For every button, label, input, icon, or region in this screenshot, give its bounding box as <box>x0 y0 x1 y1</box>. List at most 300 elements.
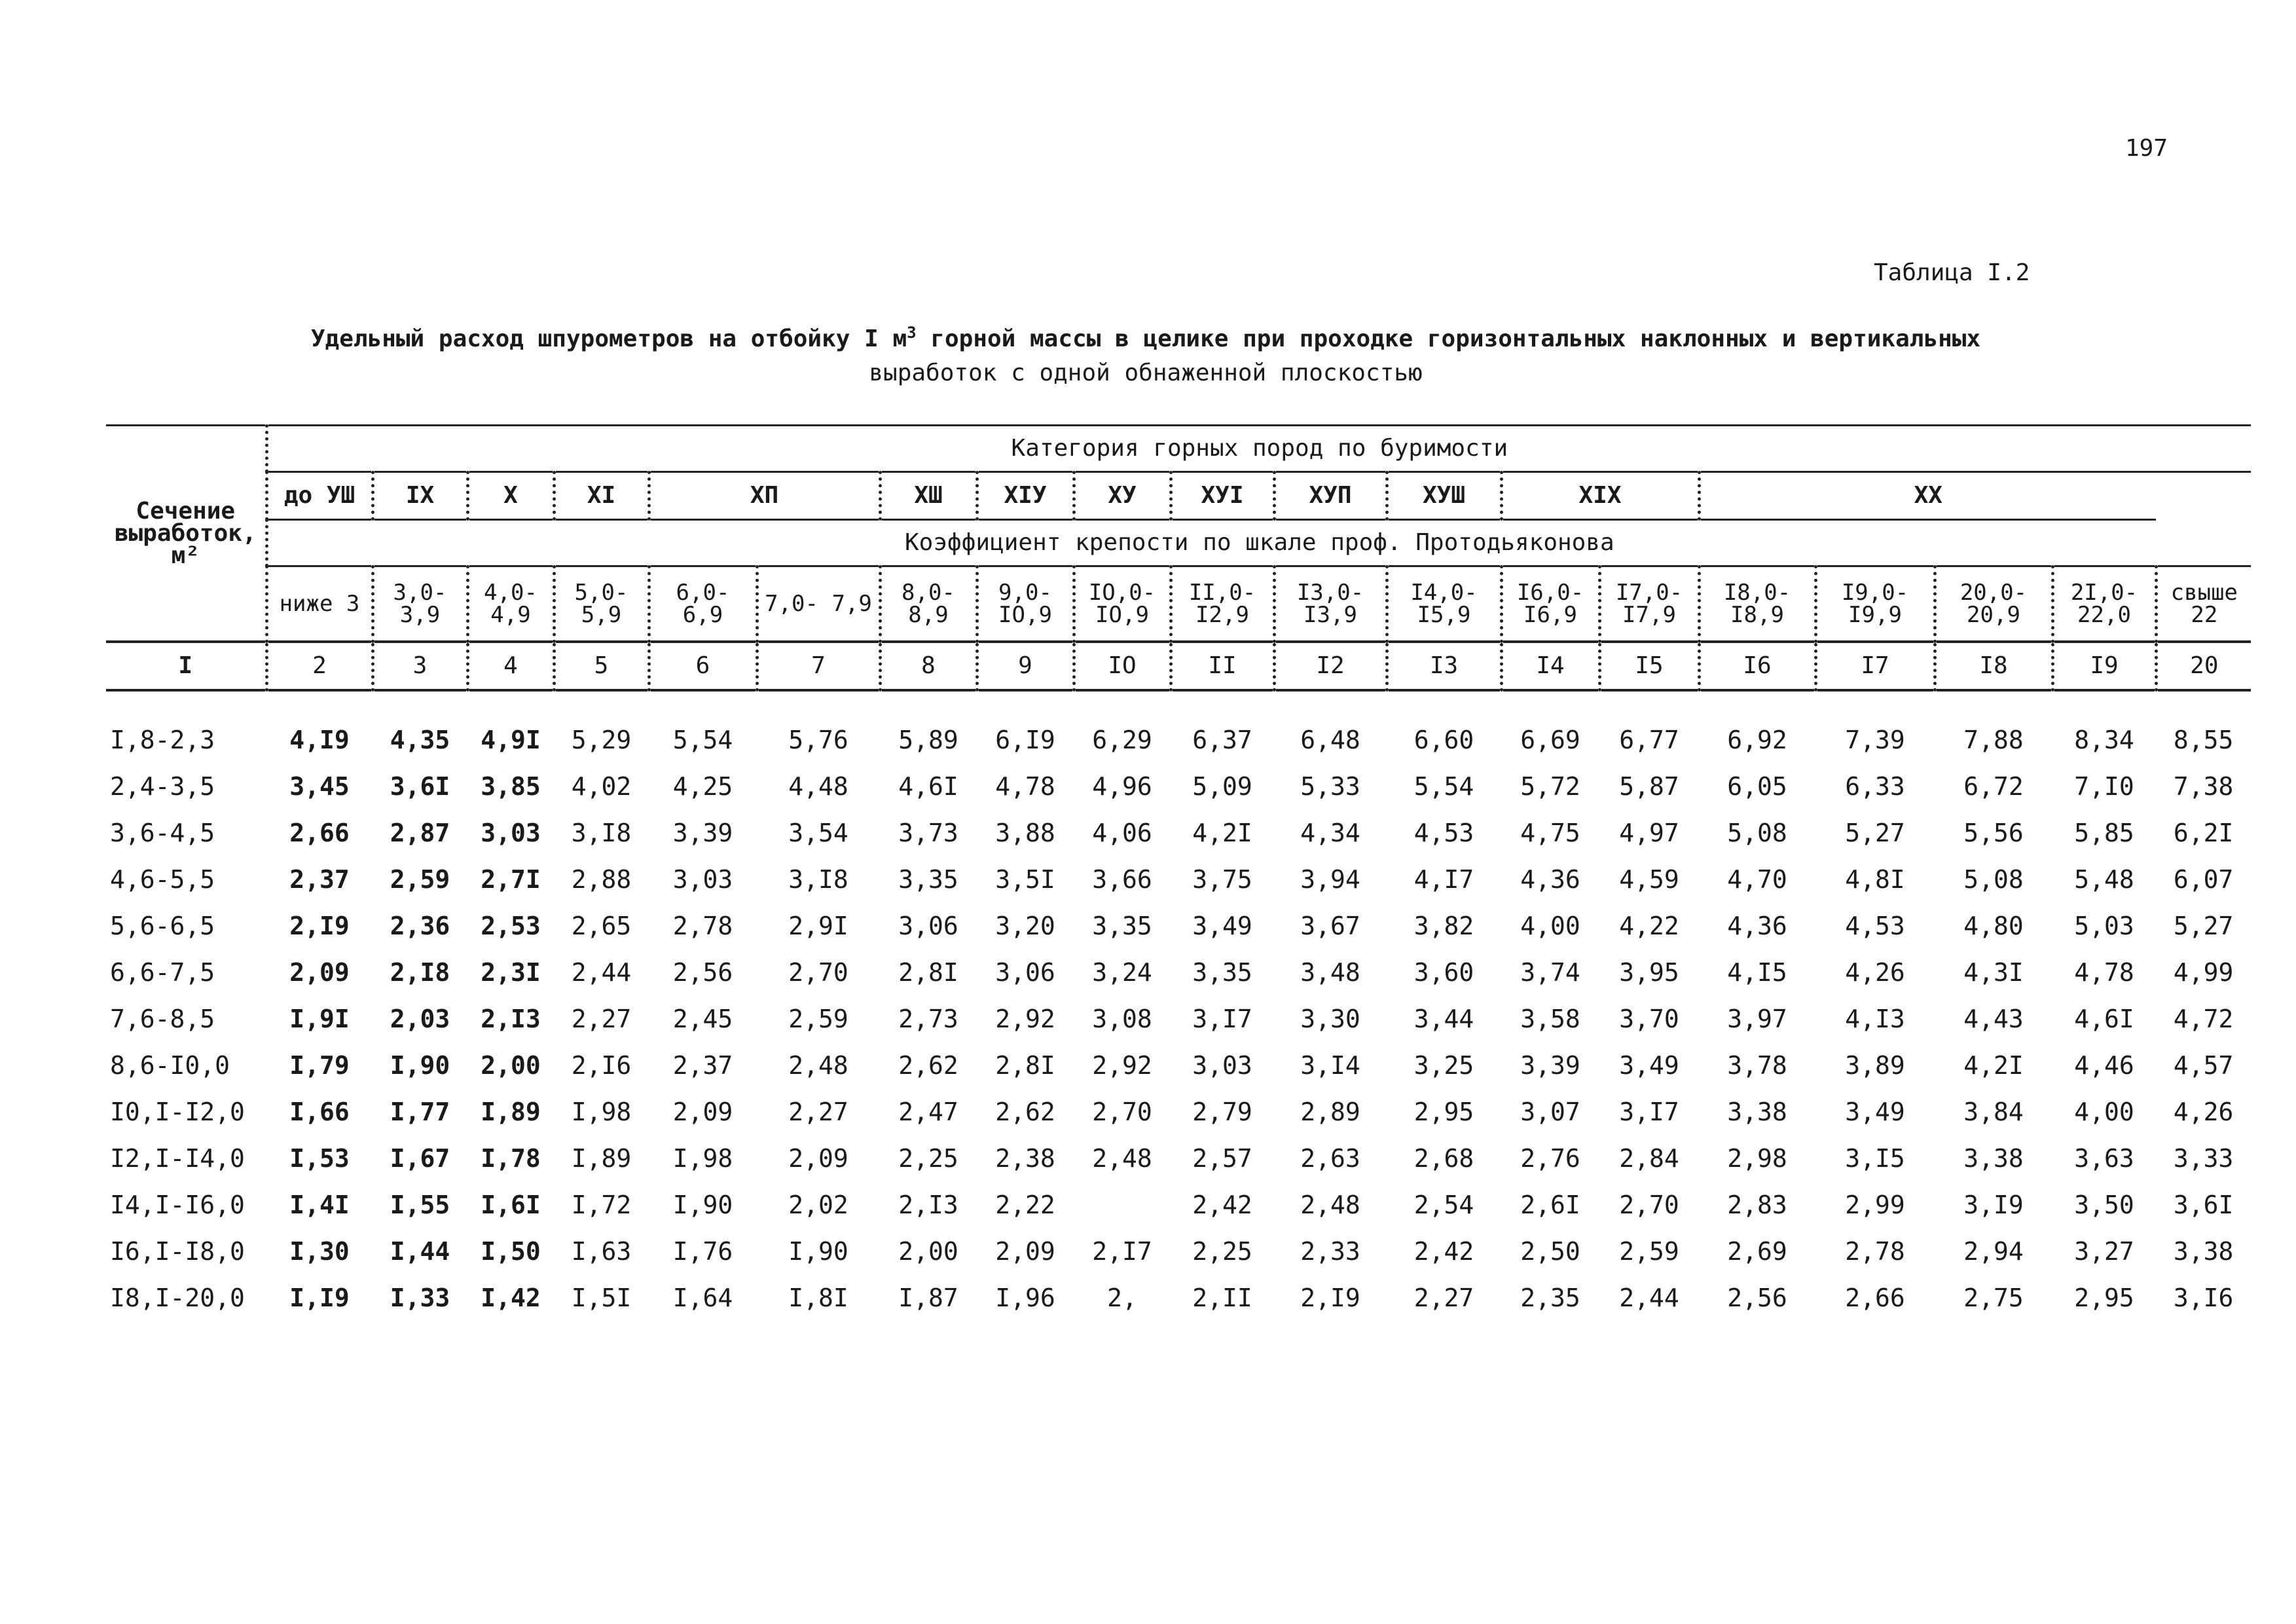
value-cell: 2,03 <box>390 1004 450 1033</box>
caption-line-1 <box>275 316 2016 356</box>
section-cell: I4,I-I6,0 <box>110 1190 245 1219</box>
category-header: Категория горных пород по буримости <box>266 426 2251 472</box>
table-row <box>106 1181 2251 1228</box>
column-number-row <box>106 642 2251 690</box>
value-cell: 3,63 <box>2074 1143 2134 1173</box>
column-number-cell: I6 <box>1699 642 1815 690</box>
value-cell: 2,89 <box>1300 1097 1360 1126</box>
value-cell: 4,96 <box>1092 771 1152 801</box>
value-cell: 3,44 <box>1413 1004 1474 1033</box>
value-cell <box>1074 1181 1171 1228</box>
caption-line-1-start: Удельный расход шпурометров на отбойку I м <box>310 325 907 352</box>
value-cell: 3,35 <box>1192 957 1252 987</box>
value-cell: 2,33 <box>1300 1236 1360 1266</box>
section-cell: I8,I-20,0 <box>110 1283 245 1312</box>
value-cell: 3,35 <box>898 864 958 894</box>
rates-table <box>106 424 2251 1321</box>
value-cell: 4,2I <box>1192 818 1252 847</box>
value-cell: 4,8I <box>1845 864 1905 894</box>
value-cell: 3,03 <box>481 818 541 847</box>
value-cell: 2,22 <box>995 1190 1055 1219</box>
value-cell: 3,75 <box>1192 864 1252 894</box>
value-cell: 4,26 <box>2173 1097 2234 1126</box>
value-cell: 3,88 <box>995 818 1055 847</box>
value-cell: 5,27 <box>2173 911 2234 940</box>
table-row <box>106 1042 2251 1088</box>
value-cell: 4,59 <box>1619 864 1679 894</box>
value-cell: 3,48 <box>1300 957 1360 987</box>
value-cell: I,90 <box>390 1050 450 1080</box>
value-cell: 2,62 <box>898 1050 958 1080</box>
column-number-cell: 3 <box>373 642 467 690</box>
value-cell: 4,34 <box>1300 818 1360 847</box>
value-cell: I,33 <box>390 1283 450 1312</box>
section-cell: I0,I-I2,0 <box>110 1097 245 1126</box>
column-number-cell: 6 <box>649 642 757 690</box>
coefficient-range-cell: IO,0- IO,9 <box>1074 566 1171 642</box>
value-cell: 3,30 <box>1300 1004 1360 1033</box>
value-cell: 3,08 <box>1092 1004 1152 1033</box>
column-number-cell: IO <box>1074 642 1171 690</box>
category-cell: XIX <box>1501 472 1699 520</box>
coefficient-range-cell: I9,0- I9,9 <box>1815 566 1935 642</box>
value-cell: I,78 <box>481 1143 541 1173</box>
value-cell: 4,48 <box>788 771 848 801</box>
value-cell: 5,27 <box>1845 818 1905 847</box>
section-cell: 4,6-5,5 <box>110 864 215 894</box>
table-row <box>106 763 2251 809</box>
value-cell: 2,8I <box>995 1050 1055 1080</box>
category-cell: IX <box>373 472 467 520</box>
value-cell: 5,08 <box>1727 818 1787 847</box>
table-row <box>106 690 2251 763</box>
value-cell: 3,94 <box>1300 864 1360 894</box>
category-cell: XУ <box>1074 472 1171 520</box>
value-cell: 7,88 <box>1963 725 2024 754</box>
value-cell: 3,24 <box>1092 957 1152 987</box>
table-row <box>106 1228 2251 1274</box>
value-cell: 2,25 <box>1192 1236 1252 1266</box>
value-cell: 4,70 <box>1727 864 1787 894</box>
value-cell: I,90 <box>672 1190 733 1219</box>
value-cell: 3,74 <box>1520 957 1580 987</box>
value-cell: 4,02 <box>571 771 632 801</box>
value-cell: 3,33 <box>2173 1143 2234 1173</box>
value-cell: I,89 <box>481 1097 541 1126</box>
value-cell: 2,47 <box>898 1097 958 1126</box>
section-cell: 3,6-4,5 <box>110 818 215 847</box>
value-cell: 4,97 <box>1619 818 1679 847</box>
value-cell: 2,37 <box>672 1050 733 1080</box>
column-number-cell: II <box>1171 642 1274 690</box>
value-cell: 6,77 <box>1619 725 1679 754</box>
value-cell: 2,84 <box>1619 1143 1679 1173</box>
value-cell: 2,09 <box>672 1097 733 1126</box>
category-cell: XIУ <box>977 472 1074 520</box>
value-cell: 2,75 <box>1963 1283 2024 1312</box>
value-cell: 3,27 <box>2074 1236 2134 1266</box>
column-number-cell: 20 <box>2156 642 2251 690</box>
category-cell: XУI <box>1171 472 1274 520</box>
value-cell: 2,56 <box>1727 1283 1787 1312</box>
column-number-cell: I4 <box>1501 642 1599 690</box>
value-cell: I,30 <box>289 1236 350 1266</box>
table-row <box>106 949 2251 995</box>
value-cell: 3,I7 <box>1619 1097 1679 1126</box>
value-cell: 2,I3 <box>481 1004 541 1033</box>
value-cell: 6,72 <box>1963 771 2024 801</box>
column-number-cell: 4 <box>467 642 554 690</box>
section-cell: I2,I-I4,0 <box>110 1143 245 1173</box>
category-header-row <box>106 426 2251 472</box>
coefficient-range-cell: 2I,0- 22,0 <box>2052 566 2156 642</box>
coefficient-range-cell: 6,0- 6,9 <box>649 566 757 642</box>
value-cell: 3,5I <box>995 864 1055 894</box>
value-cell: 2,48 <box>788 1050 848 1080</box>
value-cell: 2,95 <box>2074 1283 2134 1312</box>
value-cell: 2,54 <box>1413 1190 1474 1219</box>
column-number-cell: 7 <box>757 642 880 690</box>
value-cell: 3,I5 <box>1845 1143 1905 1173</box>
column-number-cell: 2 <box>266 642 373 690</box>
value-cell: 3,03 <box>672 864 733 894</box>
value-cell: 2,92 <box>995 1004 1055 1033</box>
value-cell: 5,48 <box>2074 864 2134 894</box>
value-cell: 5,09 <box>1192 771 1252 801</box>
value-cell: 2,00 <box>481 1050 541 1080</box>
value-cell: I,77 <box>390 1097 450 1126</box>
value-cell: 3,06 <box>898 911 958 940</box>
value-cell: 5,85 <box>2074 818 2134 847</box>
value-cell: 6,48 <box>1300 725 1360 754</box>
value-cell: I,8I <box>788 1283 848 1312</box>
value-cell: 2,56 <box>672 957 733 987</box>
value-cell: 5,76 <box>788 725 848 754</box>
value-cell: 2,92 <box>1092 1050 1152 1080</box>
category-cell: XI <box>554 472 649 520</box>
value-cell: 3,6I <box>2173 1190 2234 1219</box>
category-cell: XX <box>1699 472 2156 520</box>
category-cell: X <box>467 472 554 520</box>
value-cell: 4,2I <box>1963 1050 2024 1080</box>
value-cell: 4,43 <box>1963 1004 2024 1033</box>
value-cell: 2, <box>1107 1283 1137 1312</box>
coefficient-range-cell: II,0- I2,9 <box>1171 566 1274 642</box>
value-cell: 2,73 <box>898 1004 958 1033</box>
value-cell: 3,73 <box>898 818 958 847</box>
table-row <box>106 1088 2251 1135</box>
value-cell: 3,03 <box>1192 1050 1252 1080</box>
value-cell: 2,59 <box>788 1004 848 1033</box>
value-cell: 2,88 <box>571 864 632 894</box>
value-cell: 3,50 <box>2074 1190 2134 1219</box>
value-cell: 3,I8 <box>788 864 848 894</box>
value-cell: 5,56 <box>1963 818 2024 847</box>
page-number: 197 <box>2125 135 2168 162</box>
value-cell: 3,07 <box>1520 1097 1580 1126</box>
value-cell: 2,44 <box>571 957 632 987</box>
value-cell: 4,6I <box>898 771 958 801</box>
value-cell: I,79 <box>289 1050 350 1080</box>
section-column-header: Сечение выработок, м² <box>106 426 266 642</box>
table-label: Таблица I.2 <box>1874 259 2030 286</box>
value-cell: 8,34 <box>2074 725 2134 754</box>
value-cell: 2,69 <box>1727 1236 1787 1266</box>
value-cell: 2,63 <box>1300 1143 1360 1173</box>
value-cell: 3,45 <box>289 771 350 801</box>
value-cell: 7,38 <box>2173 771 2234 801</box>
value-cell: 3,60 <box>1413 957 1474 987</box>
value-cell: 3,I4 <box>1300 1050 1360 1080</box>
value-cell: 2,70 <box>1619 1190 1679 1219</box>
value-cell: I,50 <box>481 1236 541 1266</box>
column-number-cell: I8 <box>1935 642 2052 690</box>
value-cell: I,6I <box>481 1190 541 1219</box>
value-cell: 2,27 <box>571 1004 632 1033</box>
coefficient-range-cell: 7,0- 7,9 <box>757 566 880 642</box>
value-cell: I,89 <box>571 1143 632 1173</box>
value-cell: 2,02 <box>788 1190 848 1219</box>
value-cell: 4,I7 <box>1413 864 1474 894</box>
value-cell: 6,I9 <box>995 725 1055 754</box>
coefficient-header-row <box>106 520 2251 566</box>
coefficient-range-cell: 3,0- 3,9 <box>373 566 467 642</box>
coefficient-range-cell: 20,0- 20,9 <box>1935 566 2052 642</box>
value-cell: 3,58 <box>1520 1004 1580 1033</box>
value-cell: 4,22 <box>1619 911 1679 940</box>
value-cell: 2,57 <box>1192 1143 1252 1173</box>
value-cell: 2,78 <box>1845 1236 1905 1266</box>
value-cell: 2,42 <box>1413 1236 1474 1266</box>
category-cell: до УШ <box>266 472 373 520</box>
value-cell: 2,98 <box>1727 1143 1787 1173</box>
value-cell: 6,37 <box>1192 725 1252 754</box>
value-cell: 2,78 <box>672 911 733 940</box>
value-cell: 8,55 <box>2173 725 2234 754</box>
value-cell: I,96 <box>995 1283 1055 1312</box>
value-cell: 2,I8 <box>390 957 450 987</box>
value-cell: 4,00 <box>1520 911 1580 940</box>
value-cell: 2,I6 <box>571 1050 632 1080</box>
column-number-cell: 9 <box>977 642 1074 690</box>
value-cell: I,5I <box>571 1283 632 1312</box>
value-cell: 5,87 <box>1619 771 1679 801</box>
section-cell: I,8-2,3 <box>110 725 215 754</box>
value-cell: I,64 <box>672 1283 733 1312</box>
value-cell: 2,70 <box>1092 1097 1152 1126</box>
value-cell: 2,53 <box>481 911 541 940</box>
value-cell: 4,46 <box>2074 1050 2134 1080</box>
column-number-cell: 8 <box>880 642 977 690</box>
value-cell: 2,70 <box>788 957 848 987</box>
value-cell: I,9I <box>289 1004 350 1033</box>
value-cell: 4,06 <box>1092 818 1152 847</box>
value-cell: 2,66 <box>289 818 350 847</box>
value-cell: 3,78 <box>1727 1050 1787 1080</box>
table-caption <box>275 316 2016 390</box>
value-cell: 3,20 <box>995 911 1055 940</box>
value-cell: 3,38 <box>2173 1236 2234 1266</box>
value-cell: 6,2I <box>2173 818 2234 847</box>
coefficient-range-cell: ниже 3 <box>266 566 373 642</box>
section-cell: I6,I-I8,0 <box>110 1236 245 1266</box>
value-cell: 2,68 <box>1413 1143 1474 1173</box>
value-cell: I,44 <box>390 1236 450 1266</box>
value-cell: I,66 <box>289 1097 350 1126</box>
section-cell: 5,6-6,5 <box>110 911 215 940</box>
value-cell: 6,33 <box>1845 771 1905 801</box>
column-number-cell: I2 <box>1274 642 1387 690</box>
value-cell: 2,27 <box>788 1097 848 1126</box>
value-cell: 3,66 <box>1092 864 1152 894</box>
value-cell: 3,95 <box>1619 957 1679 987</box>
value-cell: 4,75 <box>1520 818 1580 847</box>
value-cell: 3,49 <box>1845 1097 1905 1126</box>
value-cell: 3,82 <box>1413 911 1474 940</box>
table-row <box>106 1135 2251 1181</box>
value-cell: 3,I7 <box>1192 1004 1252 1033</box>
table-row <box>106 809 2251 856</box>
value-cell: 3,97 <box>1727 1004 1787 1033</box>
value-cell: 4,78 <box>2074 957 2134 987</box>
value-cell: 2,I7 <box>1092 1236 1152 1266</box>
value-cell: 4,26 <box>1845 957 1905 987</box>
section-cell: 7,6-8,5 <box>110 1004 215 1033</box>
value-cell: 4,36 <box>1520 864 1580 894</box>
value-cell: 4,53 <box>1845 911 1905 940</box>
coefficient-range-cell: 4,0- 4,9 <box>467 566 554 642</box>
value-cell: 4,9I <box>481 725 541 754</box>
value-cell: 6,29 <box>1092 725 1152 754</box>
value-cell: 2,94 <box>1963 1236 2024 1266</box>
table-row <box>106 902 2251 949</box>
value-cell: 2,9I <box>788 911 848 940</box>
value-cell: 3,39 <box>672 818 733 847</box>
value-cell: 3,89 <box>1845 1050 1905 1080</box>
value-cell: 2,50 <box>1520 1236 1580 1266</box>
value-cell: 2,00 <box>898 1236 958 1266</box>
value-cell: 3,49 <box>1619 1050 1679 1080</box>
value-cell: I,4I <box>289 1190 350 1219</box>
value-cell: 4,72 <box>2173 1004 2234 1033</box>
value-cell: I,87 <box>898 1283 958 1312</box>
value-cell: 4,99 <box>2173 957 2234 987</box>
value-cell: 2,44 <box>1619 1283 1679 1312</box>
value-cell: 2,66 <box>1845 1283 1905 1312</box>
value-cell: 4,00 <box>2074 1097 2134 1126</box>
value-cell: 7,I0 <box>2074 771 2134 801</box>
value-cell: 3,6I <box>390 771 450 801</box>
section-cell: 2,4-3,5 <box>110 771 215 801</box>
value-cell: 3,85 <box>481 771 541 801</box>
coefficient-header: Коэффициент крепости по шкале проф. Протодьяконова <box>266 520 2251 566</box>
value-cell: 2,7I <box>481 864 541 894</box>
table-row <box>106 1274 2251 1321</box>
value-cell: I,53 <box>289 1143 350 1173</box>
value-cell: 5,33 <box>1300 771 1360 801</box>
section-cell: 8,6-I0,0 <box>110 1050 230 1080</box>
value-cell: 3,I6 <box>2173 1283 2234 1312</box>
value-cell: 6,60 <box>1413 725 1474 754</box>
column-number-cell: I3 <box>1387 642 1501 690</box>
value-cell: 2,I9 <box>289 911 350 940</box>
value-cell: 2,62 <box>995 1097 1055 1126</box>
value-cell: 2,09 <box>995 1236 1055 1266</box>
value-cell: 4,I3 <box>1845 1004 1905 1033</box>
value-cell: 2,38 <box>995 1143 1055 1173</box>
value-cell: 2,37 <box>289 864 350 894</box>
value-cell: I,67 <box>390 1143 450 1173</box>
value-cell: 4,I5 <box>1727 957 1787 987</box>
caption-superscript: 3 <box>907 323 917 342</box>
value-cell: 6,05 <box>1727 771 1787 801</box>
coefficient-range-cell: 8,0- 8,9 <box>880 566 977 642</box>
column-number-cell: 5 <box>554 642 649 690</box>
value-cell: 4,I9 <box>289 725 350 754</box>
category-cell: XШ <box>880 472 977 520</box>
value-cell: 2,48 <box>1092 1143 1152 1173</box>
value-cell: I,76 <box>672 1236 733 1266</box>
category-cell: XУП <box>1274 472 1387 520</box>
value-cell: 3,39 <box>1520 1050 1580 1080</box>
value-cell: 6,69 <box>1520 725 1580 754</box>
value-cell: 5,89 <box>898 725 958 754</box>
value-cell: 5,54 <box>1413 771 1474 801</box>
value-cell: 2,8I <box>898 957 958 987</box>
caption-line-2: выработок с одной обнаженной плоскостью <box>869 360 1423 386</box>
column-number-cell: I5 <box>1599 642 1699 690</box>
value-cell: 2,79 <box>1192 1097 1252 1126</box>
value-cell: 2,99 <box>1845 1190 1905 1219</box>
value-cell: I,63 <box>571 1236 632 1266</box>
value-cell: 5,03 <box>2074 911 2134 940</box>
value-cell: 2,6I <box>1520 1190 1580 1219</box>
value-cell: I,42 <box>481 1283 541 1312</box>
value-cell: 2,48 <box>1300 1190 1360 1219</box>
value-cell: 5,08 <box>1963 864 2024 894</box>
section-cell: 6,6-7,5 <box>110 957 215 987</box>
table-body <box>106 690 2251 1321</box>
coefficient-range-cell: 5,0- 5,9 <box>554 566 649 642</box>
value-cell: 4,25 <box>672 771 733 801</box>
value-cell: 3,49 <box>1192 911 1252 940</box>
value-cell: 4,80 <box>1963 911 2024 940</box>
value-cell: 2,83 <box>1727 1190 1787 1219</box>
value-cell: 4,6I <box>2074 1004 2134 1033</box>
value-cell: 2,45 <box>672 1004 733 1033</box>
caption-line-1-end: горной массы в целике при проходке горизонтальных наклонных и вертикальных <box>916 325 1981 352</box>
value-cell: 2,36 <box>390 911 450 940</box>
value-cell: 3,25 <box>1413 1050 1474 1080</box>
coefficient-range-cell: свыше 22 <box>2156 566 2251 642</box>
value-cell: 3,I9 <box>1963 1190 2024 1219</box>
value-cell: 6,07 <box>2173 864 2234 894</box>
column-number-cell: I <box>106 642 266 690</box>
value-cell: 3,06 <box>995 957 1055 987</box>
value-cell: 2,59 <box>1619 1236 1679 1266</box>
value-cell: 2,76 <box>1520 1143 1580 1173</box>
value-cell: 4,78 <box>995 771 1055 801</box>
value-cell: 2,27 <box>1413 1283 1474 1312</box>
value-cell: I,98 <box>672 1143 733 1173</box>
value-cell: 3,I8 <box>571 818 632 847</box>
value-cell: 5,72 <box>1520 771 1580 801</box>
value-cell: 4,36 <box>1727 911 1787 940</box>
coefficient-range-row <box>106 566 2251 642</box>
value-cell: 3,38 <box>1727 1097 1787 1126</box>
coefficient-range-cell: I4,0- I5,9 <box>1387 566 1501 642</box>
value-cell: I,72 <box>571 1190 632 1219</box>
